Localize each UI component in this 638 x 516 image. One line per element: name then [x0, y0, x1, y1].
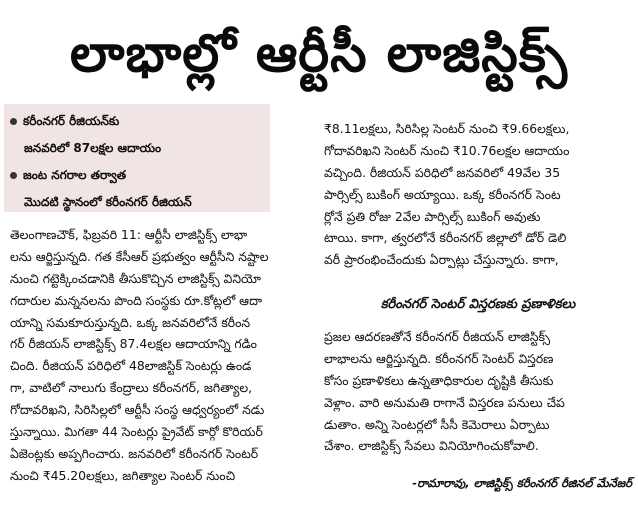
text-line: వచ్చింది. రీజియన్ పరిధిలో జనవరిలో 49వేల 35 [324, 164, 561, 180]
highlights-box [4, 104, 270, 212]
text-line: ప్రజల ఆదరణతోనే కరీంనగర్ రీజియన్ లాజిస్టిక్స్ [324, 329, 551, 344]
highlight-line: మొదటి స్థానంలో కరీంనగర్ రీజియన్ [24, 195, 192, 209]
highlight-line: జనవరిలో 87లక్షల ఆదాయం [24, 141, 162, 155]
text-line: యాన్ని సమకూరుస్తున్నది. ఒక్క జనవరిలోనే కరీంన [10, 314, 251, 330]
text-line: డుతాం. అన్ని సెంటర్లలో సీసీ కెమెరాలు ఏర్పాటు [324, 416, 550, 432]
text-line: పార్సిల్స్ బుకింగ్ అయ్యాయి. ఒక్క కరీంనగర్ సెంట [324, 186, 561, 202]
article-left-column [10, 224, 316, 487]
headline: లాభాల్లో ఆర్టీసీ లాజిస్టిక్స్ [70, 24, 568, 84]
text-line: తెలంగాణచౌక్, ఫిబ్రవరి 11: ఆర్టీసీ లాజిస్టిక్స్ లాభా [10, 227, 248, 242]
article-right-column-top [324, 118, 632, 271]
text-line: లాభాలను ఆర్జిస్తున్నది. కరీంనగర్ సెంటర్ విస్తరణ [324, 350, 554, 366]
text-line: వెళ్లాం. వారి అనుమతి రాగానే విస్తరణ పనులు చేప [324, 394, 565, 410]
text-line: టాయి. కాగా, త్వరలోనే కరీంనగర్ జిల్లాలో డోర్ డెలి [324, 230, 567, 246]
byline: -రామారావు, లాజిస్టిక్స్ కరీంనగర్ రీజినల్ మేనేజర్ [412, 476, 632, 490]
bullet-icon [10, 172, 17, 179]
text-line: లను ఆర్జిస్తున్నది. గత కేసీఆర్ ప్రభుత్వం ఆర్టీసీని నష్టాల [10, 248, 269, 264]
text-line: గోదావరిఖని, సిరిసిల్లలో ఆర్టీసీ సంస్థ ఆధ్వర్యంలో నడు [10, 402, 265, 418]
article-right-column-bottom [324, 326, 632, 457]
text-line: ర్లోనే ప్రతి రోజు 2వేల పార్సిల్స్ బుకింగ్ అవుతు [324, 208, 541, 224]
bullet-icon [10, 118, 17, 125]
highlight-line: కరీంనగర్ రీజియన్‌కు [10, 108, 266, 135]
text-line: నుంచి ₹45.20లక్షలు, జగిత్యాల సెంటర్ నుంచి [10, 467, 236, 483]
text-line: నుంచి గట్టెక్కించడానికి తీసుకొచ్చిన లాజిస్టిక్స్ వినియో [10, 270, 261, 286]
text-line: గా, వాటిలో నాలుగు కేంద్రాలు కరీంనగర్, జగిత్యాల, [10, 380, 253, 396]
subheading: కరీంనగర్ సెంటర్ విస్తరణకు ప్రణాళికలు [380, 297, 576, 312]
text-line: చేశాం. లాజిస్టిక్స్ సేవలు వినియోగించుకోవాలి. [324, 438, 539, 454]
text-line: ఏజెంట్లకు అప్పగించారు. జనవరిలో కరీంనగర్ సెంటర్ [10, 445, 259, 461]
highlight-line: జంట నగరాల తర్వాత [10, 162, 266, 189]
text-line: గదారుల మన్ననలను పొంది సంస్థకు రూ.కోట్లలో ఆదా [10, 292, 262, 308]
text-line: చింది. రీజియన్ పరిధిలో 48లాజిస్టిక్ సెంటర్లు ఉండ [10, 358, 252, 374]
text-line: స్తున్నాయి. మిగతా 44 సెంటర్లు ప్రైవేట్ కార్గో కొరియర్ [10, 424, 263, 440]
text-line: గర్ రీజియన్ లాజిస్టిక్స్ 87.4లక్షల ఆదాయాన్ని గడిం [10, 336, 257, 352]
text-line: వరీ ప్రారంభించేందుకు ఏర్పాట్లు చేస్తున్నారు. కాగా, [324, 252, 559, 268]
text-line: ₹8.11లక్షలు, సిరిసిల్ల సెంటర్ నుంచి ₹9.66లక్షలు, [324, 121, 570, 136]
text-line: గోదావరిఖని సెంటర్ నుంచి ₹10.76లక్షల ఆదాయం [324, 142, 570, 158]
text-line: కోసం ప్రణాళికలు ఉన్నతాధికారుల దృష్టికి తీసుకు [324, 372, 554, 388]
